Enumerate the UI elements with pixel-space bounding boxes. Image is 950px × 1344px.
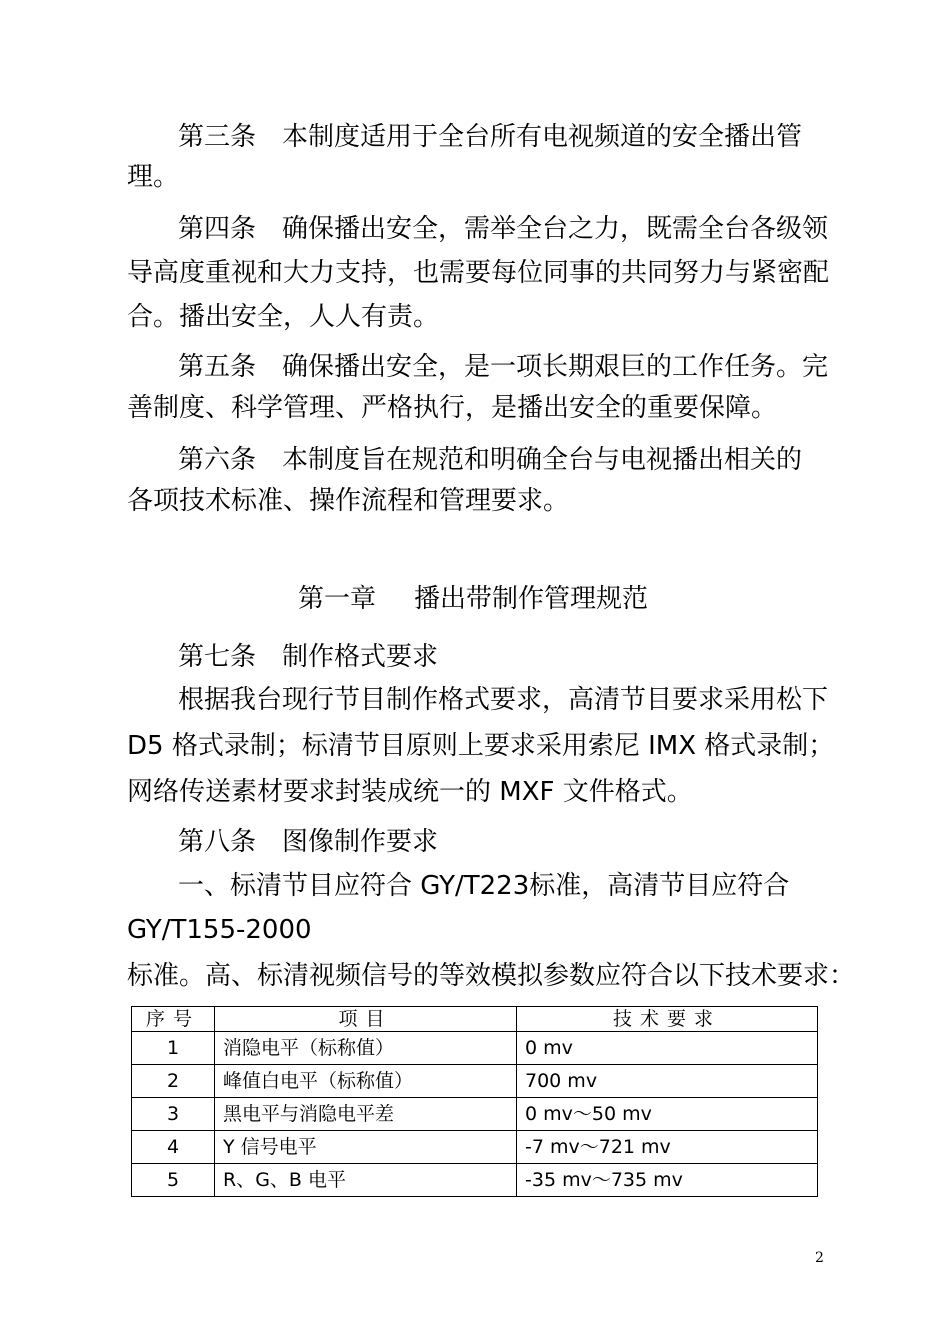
article-3-text: 本制度适用于全台所有电视频道的安全播出管: [282, 122, 803, 152]
row-index: 4: [132, 1131, 215, 1164]
row-requirement: 0 mv～50 mv: [517, 1098, 818, 1131]
table-row: [132, 1065, 818, 1098]
row-item: 黑电平与消隐电平差: [215, 1098, 517, 1131]
table-row: [132, 1098, 818, 1131]
table-header-row: [132, 1007, 818, 1032]
article-8-line-3: 标准。高、标清视频信号的等效模拟参数应符合以下技术要求：: [127, 961, 856, 991]
article-5-text: 确保播出安全，是一项长期艰巨的工作任务。完: [282, 352, 829, 382]
article-5-label: 第五条: [178, 352, 257, 382]
row-item: 峰值白电平（标称值）: [215, 1065, 517, 1098]
video-spec-table: [131, 1006, 818, 1197]
page-number: 2: [815, 1250, 824, 1266]
article-7-line-1: 根据我台现行节目制作格式要求，高清节目要求采用松下: [178, 685, 829, 715]
article-3-line-1: [178, 120, 802, 154]
row-requirement: 0 mv: [517, 1032, 818, 1065]
table-row: [132, 1131, 818, 1164]
article-4-line-1: [178, 212, 828, 246]
row-requirement: -7 mv～721 mv: [517, 1131, 818, 1164]
article-7-label: 第七条: [178, 642, 257, 672]
article-6-label: 第六条: [178, 445, 257, 475]
row-requirement: 700 mv: [517, 1065, 818, 1098]
chapter-title: 播出带制作管理规范: [414, 584, 649, 614]
article-8-line-1: 一、标清节目应符合 GY/T223标准，高清节目应符合: [178, 871, 790, 901]
article-3-line-2: 理。: [127, 162, 180, 192]
row-index: 2: [132, 1065, 215, 1098]
article-7-heading: [178, 640, 438, 674]
row-index: 5: [132, 1164, 215, 1197]
row-index: 3: [132, 1098, 215, 1131]
article-6-text: 本制度旨在规范和明确全台与电视播出相关的: [282, 445, 803, 475]
article-6-line-2: 各项技术标准、操作流程和管理要求。: [127, 486, 570, 516]
article-8-heading: [178, 825, 438, 859]
article-6-line-1: [178, 443, 802, 477]
article-4-line-2: 导高度重视和大力支持，也需要每位同事的共同努力与紧密配: [127, 258, 830, 288]
article-7-line-2: D5 格式录制；标清节目原则上要求采用索尼 IMX 格式录制；: [127, 731, 835, 761]
row-item: Y 信号电平: [215, 1131, 517, 1164]
table-row: [132, 1164, 818, 1197]
header-item: 项目: [215, 1007, 517, 1032]
article-8-line-2: GY/T155-2000: [127, 915, 312, 945]
chapter-number: 第一章: [298, 584, 377, 614]
row-requirement: -35 mv～735 mv: [517, 1164, 818, 1197]
chapter-heading: [298, 582, 648, 616]
article-7-title: 制作格式要求: [282, 642, 439, 672]
article-4-label: 第四条: [178, 214, 257, 244]
article-4-text: 确保播出安全，需举全台之力，既需全台各级领: [282, 214, 829, 244]
row-item: 消隐电平（标称值）: [215, 1032, 517, 1065]
table-row: [132, 1032, 818, 1065]
article-5-line-2: 善制度、科学管理、严格执行，是播出安全的重要保障。: [127, 393, 778, 423]
article-4-line-3: 合。播出安全，人人有责。: [127, 302, 440, 332]
row-item: R、G、B 电平: [215, 1164, 517, 1197]
header-requirement: 技术要求: [517, 1007, 818, 1032]
header-index: 序号: [132, 1007, 215, 1032]
row-index: 1: [132, 1032, 215, 1065]
article-5-line-1: [178, 350, 828, 384]
article-8-label: 第八条: [178, 827, 257, 857]
article-7-line-3: 网络传送素材要求封装成统一的 MXF 文件格式。: [127, 777, 693, 807]
article-3-label: 第三条: [178, 122, 257, 152]
article-8-title: 图像制作要求: [282, 827, 439, 857]
